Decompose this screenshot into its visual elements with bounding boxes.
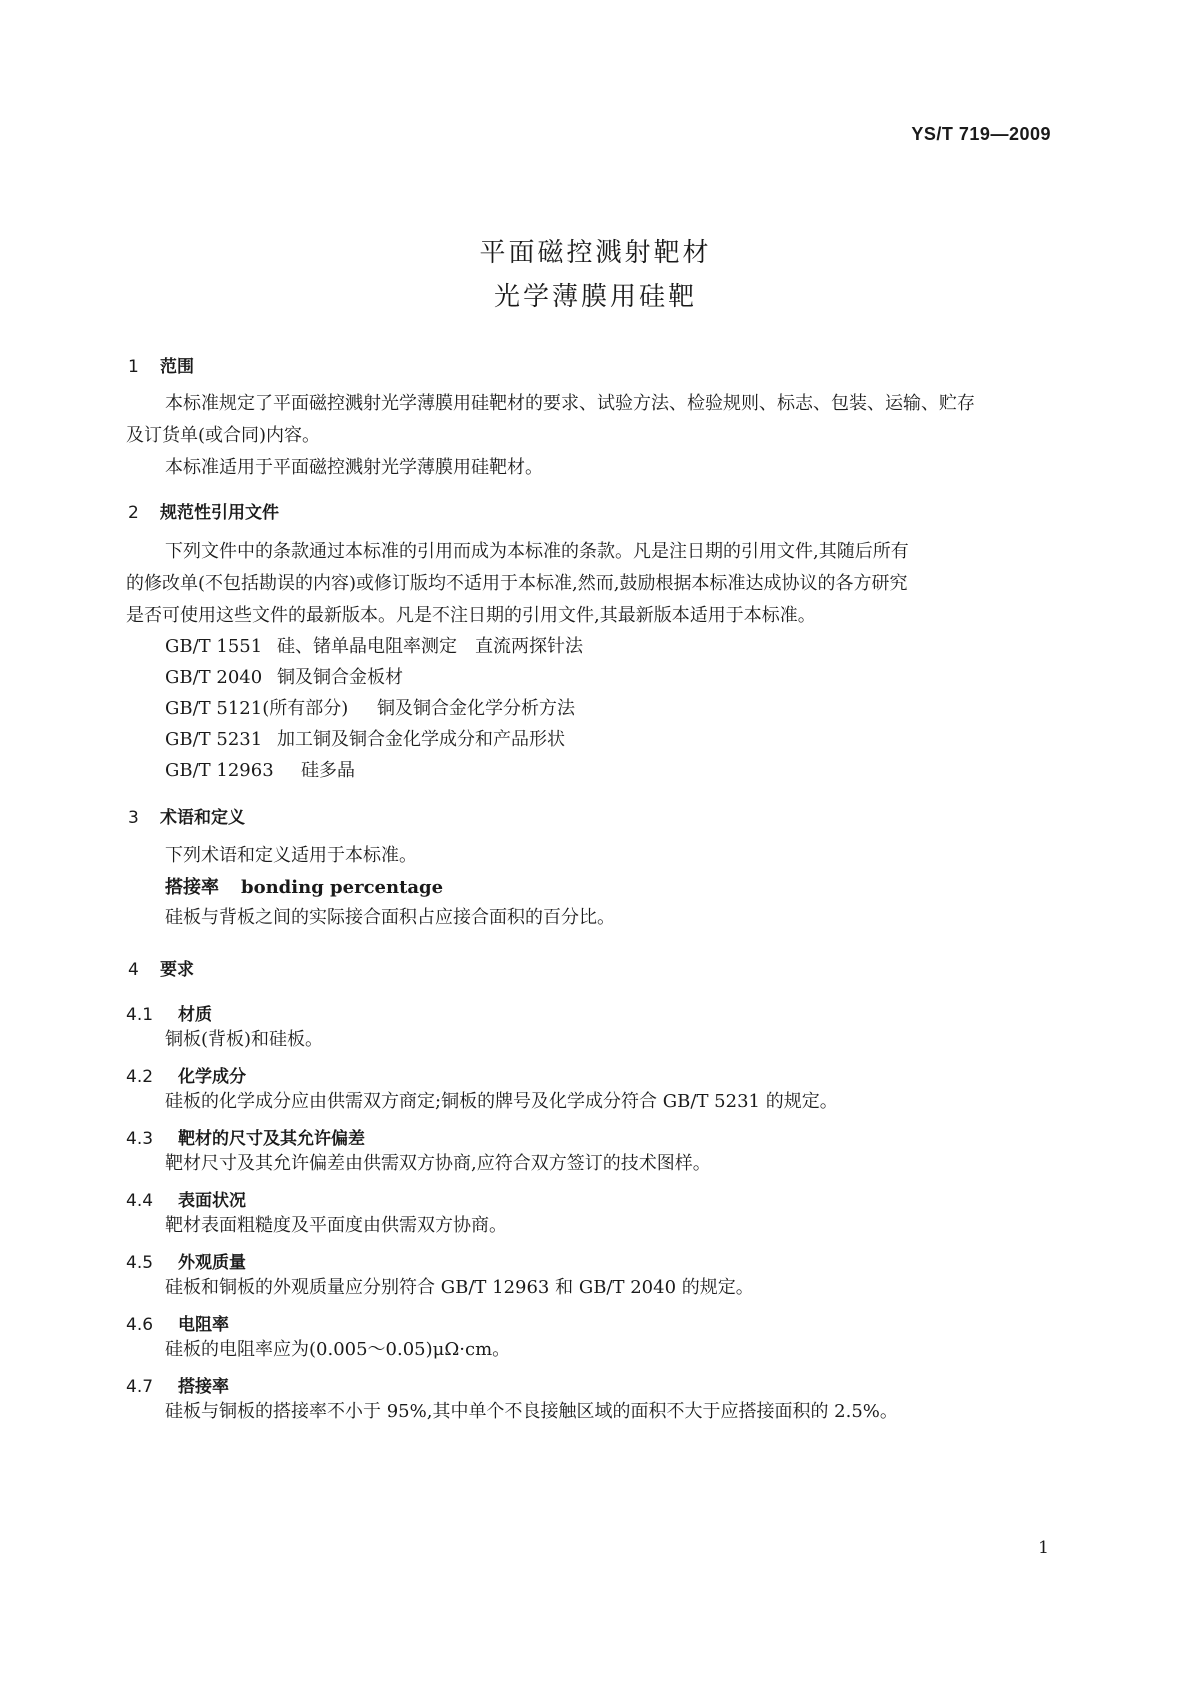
subsection-number: 4.6 [126,1315,154,1335]
reference-title: 硅多晶 [301,760,355,781]
term-definition: 硅板与背板之间的实际接合面积占应接合面积的百分比。 [165,907,615,928]
reference-title: 加工铜及铜合金化学成分和产品形状 [277,729,565,750]
subsection-text: 硅板的化学成分应由供需双方商定;铜板的牌号及化学成分符合 GB/T 5231 的规定。 [165,1091,838,1112]
subsection-title: 电阻率 [178,1315,229,1335]
reference-title: 硅、锗单晶电阻率测定 直流两探针法 [277,636,583,657]
reference-item [165,662,403,694]
s3-intro: 下列术语和定义适用于本标准。 [165,845,417,866]
subsection-heading [126,1124,365,1149]
reference-code: GB/T 5121(所有部分) [165,698,349,719]
section-number: 1 [128,357,139,377]
term-chinese: 搭接率 [165,877,219,898]
title-line-1: 平面磁控溅射靶材 [479,238,712,268]
subsection-text: 硅板和铜板的外观质量应分别符合 GB/T 12963 和 GB/T 2040 的规定。 [165,1277,754,1298]
subsection-number: 4.3 [126,1129,154,1149]
s2-paragraph-line-3: 是否可使用这些文件的最新版本。凡是不注日期的引用文件,其最新版本适用于本标准。 [126,605,816,626]
section-title: 要求 [160,960,194,980]
subsection-heading [126,1248,246,1273]
subsection-heading [126,1000,212,1025]
reference-code: GB/T 2040 [165,667,263,688]
reference-code: GB/T 5231 [165,729,263,750]
subsection-text: 硅板与铜板的搭接率不小于 95%,其中单个不良接触区域的面积不大于应搭接面积的 2.5%。 [165,1401,898,1422]
title-line-2: 光学薄膜用硅靶 [493,282,697,312]
reference-code: GB/T 12963 [165,760,274,781]
subsection-number: 4.1 [126,1005,154,1025]
s1-paragraph-2: 本标准适用于平面磁控溅射光学薄膜用硅靶材。 [165,457,543,478]
reference-title: 铜及铜合金板材 [277,667,403,688]
subsection-title: 外观质量 [178,1253,246,1273]
section-4-heading [128,955,194,980]
reference-item [165,755,355,787]
term-entry [165,872,443,904]
page-number: 1 [1038,1538,1049,1558]
subsection-heading [126,1310,229,1335]
section-2-heading [128,498,279,523]
standard-code: YS/T 719—2009 [911,124,1051,144]
subsection-heading [126,1372,229,1397]
s1-paragraph-1-line-1: 本标准规定了平面磁控溅射光学薄膜用硅靶材的要求、试验方法、检验规则、标志、包装、运输、贮存 [165,393,975,414]
subsection-number: 4.5 [126,1253,154,1273]
section-number: 3 [128,808,139,828]
subsection-title: 表面状况 [178,1191,246,1211]
subsection-number: 4.4 [126,1191,154,1211]
subsection-text: 靶材尺寸及其允许偏差由供需双方协商,应符合双方签订的技术图样。 [165,1153,711,1174]
subsection-text: 靶材表面粗糙度及平面度由供需双方协商。 [165,1215,507,1236]
subsection-title: 材质 [178,1005,212,1025]
subsection-text: 铜板(背板)和硅板。 [165,1029,324,1050]
section-1-heading [128,352,194,377]
reference-item [165,631,583,663]
subsection-number: 4.7 [126,1377,154,1397]
section-title: 术语和定义 [160,808,245,828]
reference-item [165,724,565,756]
reference-code: GB/T 1551 [165,636,263,657]
section-number: 2 [128,503,139,523]
subsection-heading [126,1062,246,1087]
subsection-title: 搭接率 [178,1377,229,1397]
s2-paragraph-line-1: 下列文件中的条款通过本标准的引用而成为本标准的条款。凡是注日期的引用文件,其随后所有 [165,541,909,562]
reference-title: 铜及铜合金化学分析方法 [377,698,575,719]
subsection-text: 硅板的电阻率应为(0.005～0.05)μΩ·cm。 [165,1339,511,1360]
section-number: 4 [128,960,139,980]
subsection-title: 靶材的尺寸及其允许偏差 [178,1129,365,1149]
section-title: 规范性引用文件 [160,503,279,523]
subsection-title: 化学成分 [178,1067,246,1087]
s1-paragraph-1-line-2: 及订货单(或合同)内容。 [126,425,321,446]
subsection-number: 4.2 [126,1067,154,1087]
section-title: 范围 [160,357,194,377]
subsection-heading [126,1186,246,1211]
reference-item [165,693,575,725]
term-english: bonding percentage [241,877,444,898]
s2-paragraph-line-2: 的修改单(不包括勘误的内容)或修订版均不适用于本标准,然而,鼓励根据本标准达成协议的各方研究 [126,573,908,594]
section-3-heading [128,803,245,828]
